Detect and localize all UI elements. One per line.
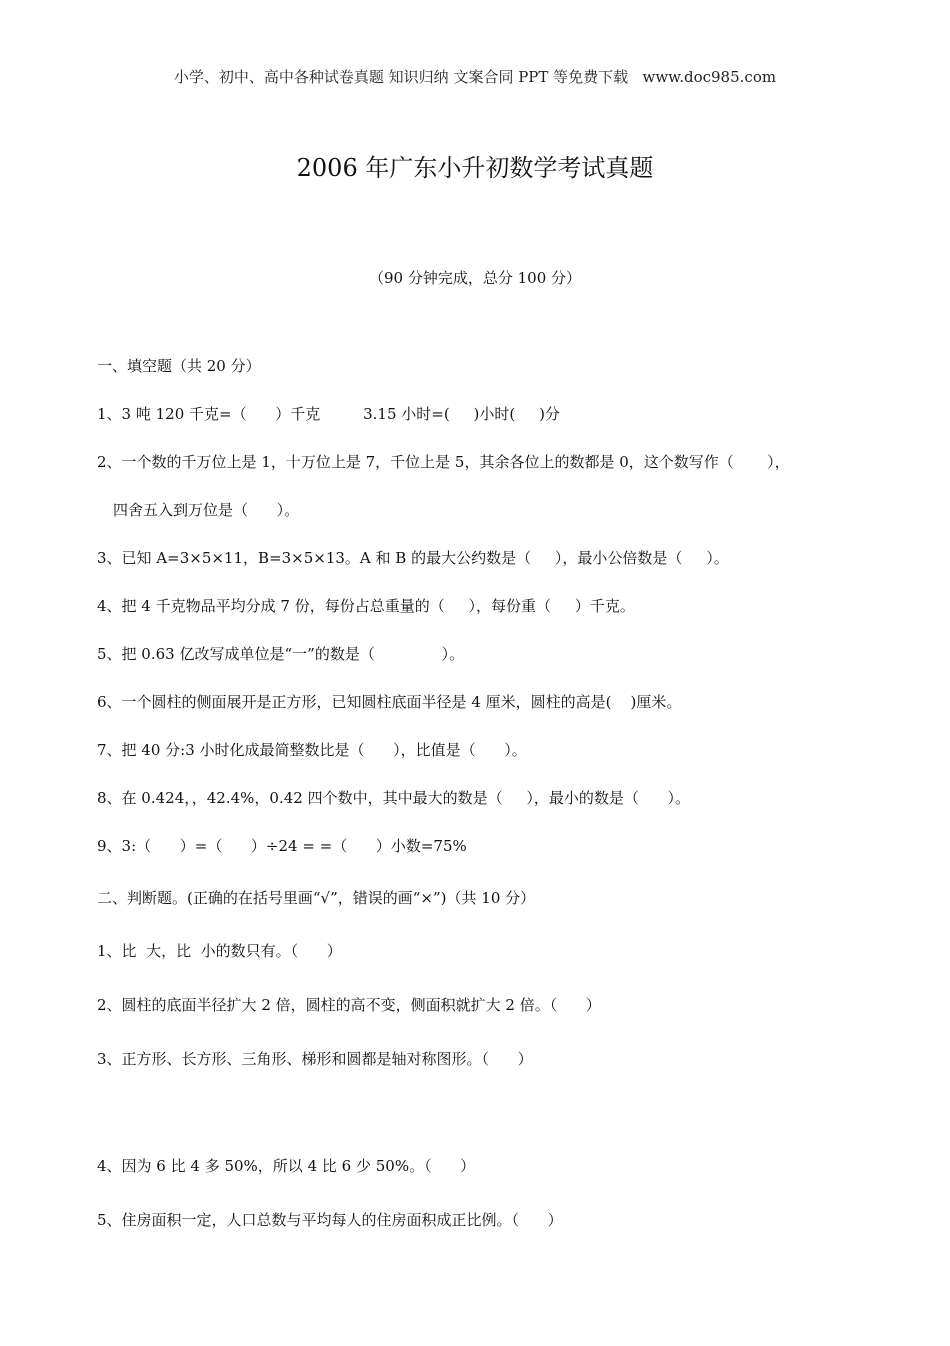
section-2-heading: 二、判断题。(正确的在括号里画“√”，错误的画“×”)（共 10 分） bbox=[97, 889, 536, 907]
question-2-1: 1、比 大，比 小的数只有。（ ） bbox=[97, 942, 342, 960]
page-header: 小学、初中、高中各种试卷真题 知识归纳 文案合同 PPT 等免费下载 www.doc985.com bbox=[173, 68, 777, 86]
question-2-4: 4、因为 6 比 4 多 50%，所以 4 比 6 少 50%。（ ） bbox=[97, 1157, 476, 1175]
question-2-2: 2、圆柱的底面半径扩大 2 倍，圆柱的高不变，侧面积就扩大 2 倍。（ ） bbox=[97, 996, 601, 1014]
question-1-4: 4、把 4 千克物品平均分成 7 份，每份占总重量的（ ），每份重（ ）千克。 bbox=[97, 597, 635, 615]
question-1-2-line1: 2、一个数的千万位上是 1，十万位上是 7，千位上是 5，其余各位上的数都是 0，这个数写作（ ）， bbox=[97, 453, 790, 471]
page-title: 2006 年广东小升初数学考试真题 bbox=[296, 154, 654, 182]
question-1-7: 7、把 40 分:3 小时化成最简整数比是（ ），比值是（ ）。 bbox=[97, 741, 527, 759]
question-1-2-line2: 四舍五入到万位是（ ）。 bbox=[113, 501, 300, 519]
question-1-9: 9、3:（ ）=（ ）÷24 = =（ ）小数=75% bbox=[97, 837, 467, 855]
question-1-8: 8、在 0.424，，42.4%，0.42 四个数中，其中最大的数是（ ），最小的数是（ ）。 bbox=[97, 789, 691, 807]
question-1-3: 3、已知 A=3×5×11，B=3×5×13。A 和 B 的最大公约数是（ ），最小公倍数是（ ）。 bbox=[97, 549, 729, 567]
exam-info: （90 分钟完成，总分 100 分） bbox=[368, 269, 582, 287]
question-2-5: 5、住房面积一定，人口总数与平均每人的住房面积成正比例。（ ） bbox=[97, 1211, 563, 1229]
question-2-3: 3、正方形、长方形、三角形、梯形和圆都是轴对称图形。（ ） bbox=[97, 1050, 533, 1068]
question-1-5: 5、把 0.63 亿改写成单位是“一”的数是（ ）。 bbox=[97, 645, 465, 663]
section-1-heading: 一、填空题（共 20 分） bbox=[97, 357, 261, 375]
question-1-6: 6、一个圆柱的侧面展开是正方形，已知圆柱底面半径是 4 厘米，圆柱的高是( )厘米。 bbox=[97, 693, 682, 711]
question-1-1: 1、3 吨 120 千克=（ ）千克 3.15 小时=( )小时( )分 bbox=[97, 405, 560, 423]
